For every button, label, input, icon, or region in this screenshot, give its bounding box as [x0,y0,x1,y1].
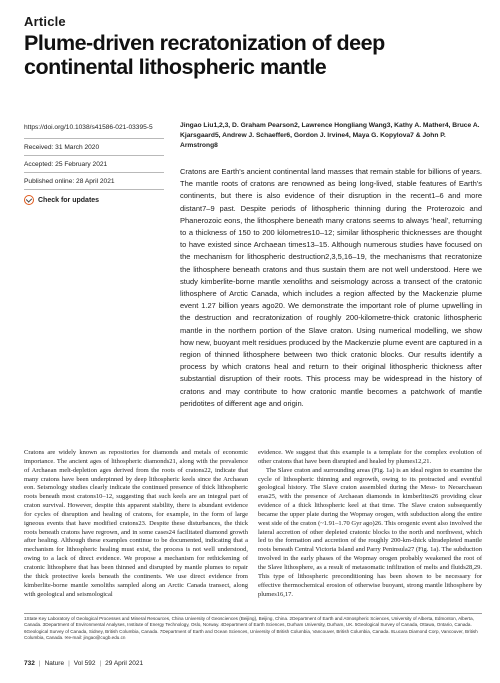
body-column-left [24,449,248,599]
abstract: Cratons are Earth's ancient continental land masses that remain stable for billions of years. The mantle roots of cratons are renowned as being long-lived, stable features of Earth's continents, but there is also evidence of their disruption in the recent1–6 and more distant7–9 past. Despite periods of lithospheric thinning during the Proterozoic and Phanerozoic eons, the lithosphere beneath many cratons seems to always 'heal', returning to a thickness of 150 to 200 kilometres10–12; similar lithospheric thicknesses are thought to have existed since Archaean times13–15. Although numerous studies have focused on the mechanism for lithospheric destruction2,3,5,16–19, the mechanisms that recratonize the lithosphere beneath cratons and thus sustain them are not well understood. Here we study kimberlite-borne mantle xenoliths and seismology across a transect of the cratonic lithosphere of Arctic Canada, which includes a region affected by the Mackenzie plume event 1.27 billion years ago20. We demonstrate the important role of plume upwelling in the destruction and recratonization of roughly 200-kilometre-thick cratonic lithospheric mantle in the northern portion of the Slave craton. Using numerical modelling, we show how new, buoyant melt residues produced by the Mackenzie plume event are captured in a region of thinned lithosphere between two thick cratonic blocks. Our results identify a process by which cratons heal and return to their original lithospheric thickness after substantial disruption of their roots. This process may be widespread in the history of cratons and may contribute to how cratonic mantle becomes a patchwork of mantle peridotites of different age and origin. [180,167,482,408]
article-meta-panel [24,122,164,207]
author-list: Jingao Liu1,2,3, D. Graham Pearson2, Lawrence Hongliang Wang3, Kathy A. Mather4, Bruce A. Kjarsgaard5, Andrew J. Schaeffer6, Gordon J. Irvine4, Maya G. Kopylova7 & John P. Armstrong8 [180,122,480,149]
published-date: Published online: 28 April 2021 [24,173,164,190]
journal-name: Nature [44,660,65,667]
received-date: Received: 31 March 2020 [24,139,164,156]
article-type-label: Article [24,14,66,29]
affiliations-divider [24,613,482,614]
issue-date: 29 April 2021 [105,660,144,667]
doi-link[interactable]: https://doi.org/10.1038/s41586-021-03395-5 [24,122,164,139]
footer-separator: | [99,660,102,667]
body-paragraph: The Slave craton and surrounding areas (Fig. 1a) is an ideal region to examine the cycle of lithospheric thinning and regrowth, owing to its protracted and eventful geological history. The Slave craton assembled during the Meso- to Neoarchaean eras25, with the presence of Archaean diamonds in kimberlites26 providing clear evidence of a thick lithospheric keel at that time. The Slave craton subsequently became the upper plate during the Wopmay orogen, with subduction along the entire west side of the craton (~1.91–1.70 Gyr ago)26. This orogenic event also involved the lateral accretion of other depleted cratonic blocks to the north and northwest, which led to the formation and accretion of the roughly 200-km-thick ultradepleted mantle roots beneath Central Victoria Island and Parry Peninsula27 (Fig. 1a). The subduction involved in the early phases of the Wopmay orogen probably weakened the root of the Slave lithosphere, as a result of metasomatic infiltration of melts and fluids28,29. This type of lithospheric preconditioning has been shown to be necessary for effective thermochemical erosion of otherwise buoyant, strong mantle lithosphere by plumes16,17. [258,466,482,598]
footer-separator: | [68,660,70,667]
journal-volume: Vol 592 [73,660,96,667]
check-updates-label: Check for updates [38,196,100,204]
body-text [24,449,482,599]
page-footer [24,660,143,667]
footer-separator: | [38,660,41,667]
page-number: 732 [24,660,35,667]
body-paragraph: Cratons are widely known as repositories for diamonds and metals of economic importance. The ancient ages of lithospheric diamonds21, along with the prevalence of Archaean melt-depletion ages derived from the roots of cratons22, indicate that many cratons have been underpinned by deep lithospheric keels since the Archaean eon. Seismology studies clearly indicate the continued presence of thick lithospheric roots beneath most cratons10–12, suggesting that such keels are an integral part of craton survival. However, despite this apparent stability, there is abundant evidence for cycles of disruption and healing of cratons, for example, in the form of large igneous events that have modified cratons23. Despite these disturbances, the thick roots beneath cratons have regrown, and in some cases24 facilitated diamond growth after healing. Although these examples continue to be documented, indicating that a mechanism for lithospheric healing must exist, the process is not well understood, owing to a lack of direct evidence. We propose a mechanism for rethickening of cratonic lithosphere that has been thinned and disrupted by mantle plumes to repair the thick protective keels beneath the continents. We use direct evidence from kimberlite-borne mantle xenoliths sampled along an Arctic Canada transect, along with geological and seismological [24,449,248,598]
accepted-date: Accepted: 25 February 2021 [24,156,164,173]
body-paragraph: evidence. We suggest that this example is a template for the complex evolution of other cratons that have been disrupted and healed by plumes12,21. [258,449,482,465]
affiliations: 1State Key Laboratory of Geological Processes and Mineral Resources, China University of Geosciences (Beijing), Beijing, China. 2Department of Earth and Atmospheric Sciences, University of Alberta, Edmonton, Alberta, Canada. 3Department of Environmental Analyses, Institute of Energy Technology, Oslo, Norway. 4Department of Earth Sciences, Durham University, Durham, UK. 5Geological Survey of Canada, Ottawa, Ontario, Canada. 6Geological Survey of Canada, Sidney, British Columbia, Canada. 7Department of Earth and Ocean Sciences, University of British Columbia, Vancouver, British Columbia, Canada. 8Lucara Diamond Corp, Vancouver, British Columbia, Canada. ✉e-mail: jingao@cugb.edu.cn [24,616,478,640]
check-updates-button[interactable] [24,190,164,207]
body-column-right [258,449,482,599]
article-title: Plume-driven recratonization of deep continental lithospheric mantle [24,31,385,79]
check-updates-icon [24,195,34,205]
